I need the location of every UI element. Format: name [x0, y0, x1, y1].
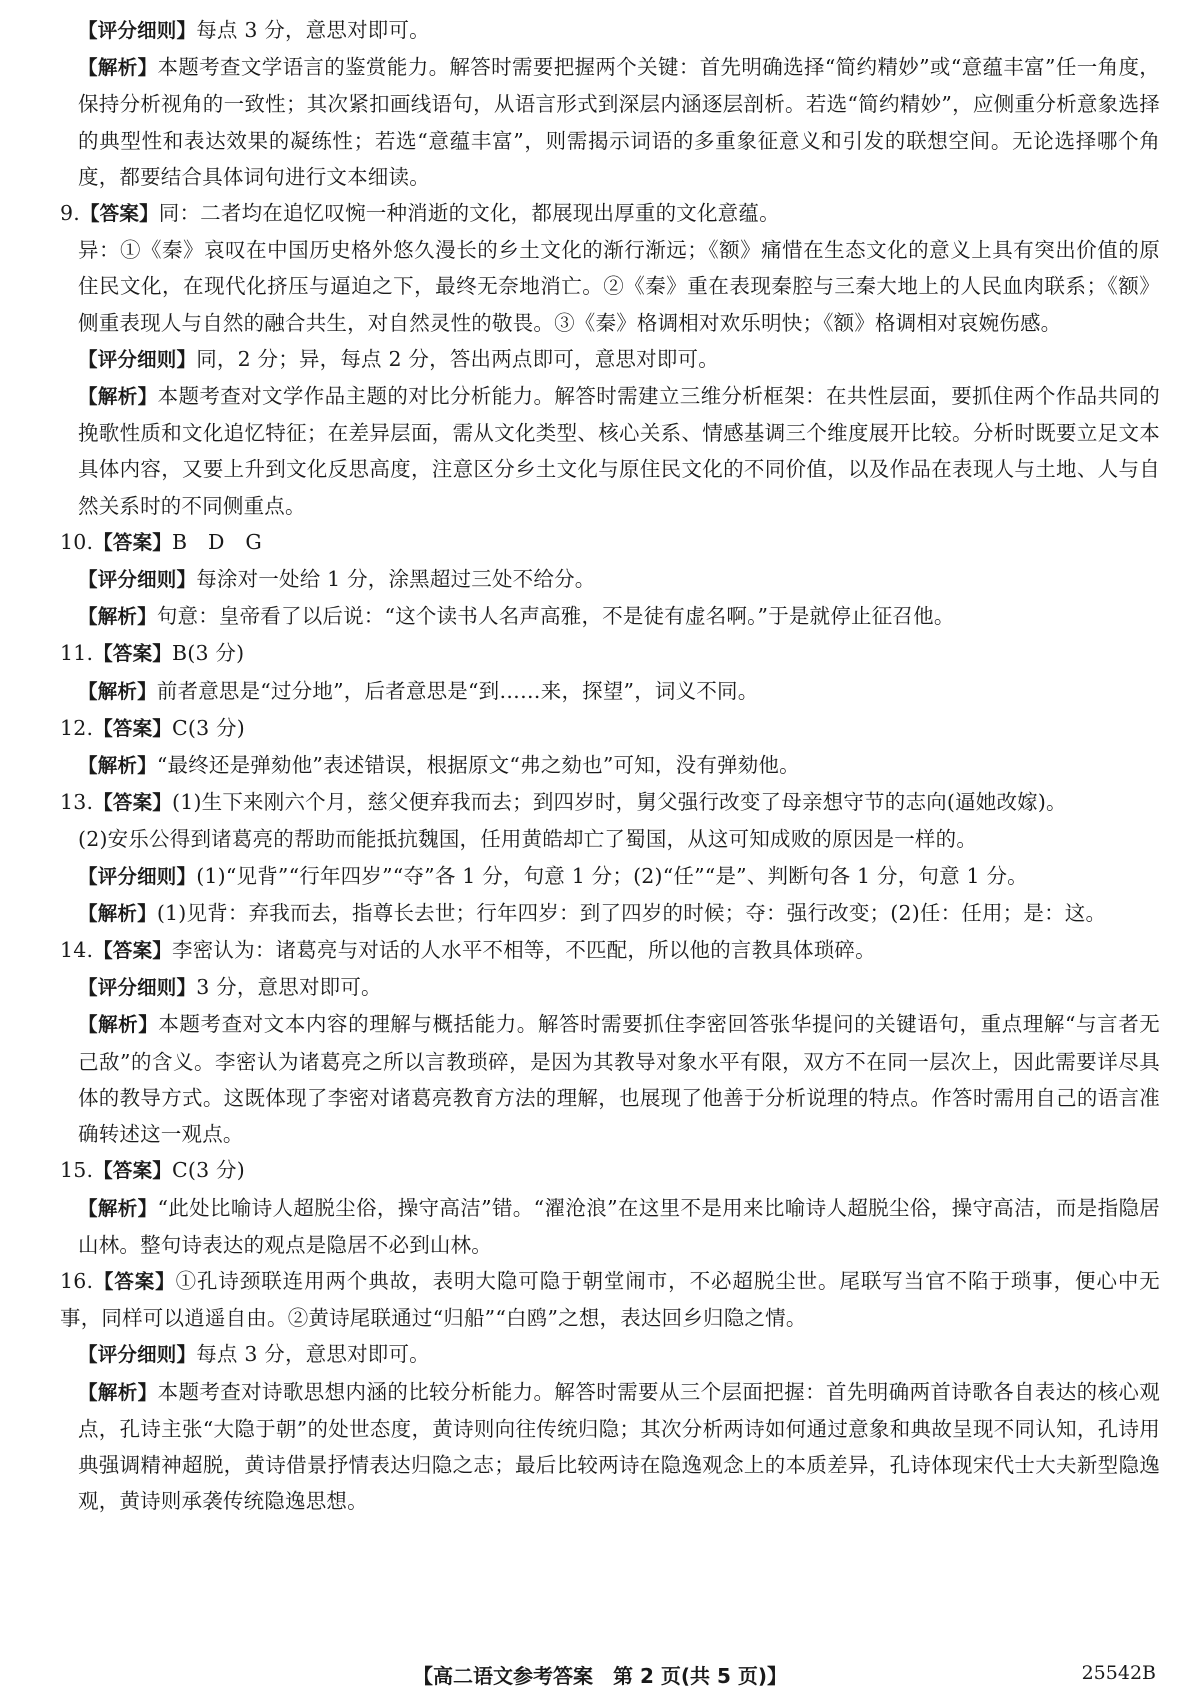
question-answer: [60, 784, 1160, 821]
question-number: 14.: [60, 938, 94, 963]
paragraph-text: C(3 分): [172, 715, 245, 740]
footer-paper-code: 25542B: [1081, 1662, 1156, 1684]
section-tag: 【解析】: [78, 385, 158, 409]
question-answer: [60, 710, 1160, 747]
footer-page-title: 【高二语文参考答案 第 2 页(共 5 页)】: [413, 1664, 787, 1688]
question-answer: [60, 1152, 1160, 1189]
answer-paragraph: [60, 747, 1160, 784]
answer-paragraph: [60, 341, 1160, 378]
section-tag: 【解析】: [78, 1196, 158, 1220]
paragraph-text: 本题考查对文本内容的理解与概括能力。解答时需要抓住李密回答张华提问的关键语句，重点理解“与言者无己敌”的含义。李密认为诸葛亮之所以言教琐碎，是因为其教导对象水平有限，双方不在同一层次上，因此需要详尽具体的教导方式。这既体现了李密对诸葛亮教育方法的理解，也展现了他善于分析说理的特点。作答时需用自己的语言准确转述这一观点。: [78, 1012, 1160, 1147]
section-tag: 【答案】: [93, 1269, 176, 1293]
answer-paragraph: [60, 12, 1160, 49]
answer-paragraph: [60, 1190, 1160, 1263]
paragraph-text: (2)安乐公得到诸葛亮的帮助而能抵抗魏国，任用黄皓却亡了蜀国，从这可知成败的原因是一样的。: [78, 827, 978, 852]
section-tag: 【答案】: [93, 939, 173, 963]
section-tag: 【解析】: [78, 901, 157, 925]
paragraph-text: “此处比喻诗人超脱尘俗，操守高洁”错。“濯沧浪”在这里不是用来比喻诗人超脱尘俗，操守高洁，而是指隐居山林。整句诗表达的观点是隐居不必到山林。: [78, 1195, 1160, 1257]
answer-paragraph: [60, 561, 1160, 598]
section-tag: 【答案】: [93, 642, 173, 666]
answer-paragraph: [60, 673, 1160, 710]
question-number: 12.: [60, 715, 94, 740]
paragraph-text: (1)“见背”“行年四岁”“夺”各 1 分，句意 1 分；(2)“任”“是”、判断句各 1 分，句意 1 分。: [196, 863, 1028, 888]
section-tag: 【答案】: [79, 202, 159, 226]
question-number: 15.: [60, 1158, 94, 1183]
section-tag: 【答案】: [93, 530, 173, 554]
paragraph-text: 前者意思是“过分地”，后者意思是“到……来，探望”，词义不同。: [156, 678, 759, 703]
section-tag: 【解析】: [78, 679, 157, 703]
section-tag: 【评分细则】: [78, 568, 197, 592]
section-tag: 【答案】: [93, 1159, 173, 1183]
section-tag: 【答案】: [93, 791, 173, 815]
answer-paragraph: [60, 969, 1160, 1006]
section-tag: 【评分细则】: [78, 19, 197, 42]
paragraph-text: 3 分，意思对即可。: [196, 975, 382, 1000]
paragraph-text: 句意：皇帝看了以后说：“这个读书人名声高雅，不是徒有虚名啊。”于是就停止征召他。: [156, 604, 955, 629]
section-tag: 【解析】: [78, 1013, 159, 1037]
question-answer: [60, 932, 1160, 969]
answer-paragraph: [60, 821, 1160, 857]
paragraph-text: B D G: [172, 529, 262, 554]
section-tag: 【解析】: [78, 56, 158, 80]
paragraph-text: 异：①《秦》哀叹在中国历史格外悠久漫长的乡土文化的渐行渐远；《额》痛惜在生态文化的意义上具有突出价值的原住民文化，在现代化挤压与逼迫之下，最终无奈地消亡。②《秦》重在表现秦腔与三秦大地上的人民血肉联系；《额》侧重表现人与自然的融合共生，对自然灵性的敬畏。③《秦》格调相对欢乐明快；《额》格调相对哀婉伤感。: [78, 238, 1160, 335]
section-tag: 【解析】: [78, 754, 157, 778]
paragraph-text: (1)见背：弃我而去，指尊长去世；行年四岁：到了四岁的时候；夺：强行改变；(2)任：任用；是：这。: [156, 900, 1107, 925]
paragraph-text: “最终还是弹劾他”表述错误，根据原文“弗之劾也”可知，没有弹劾他。: [156, 753, 800, 778]
question-number: 9.: [60, 201, 80, 226]
section-tag: 【解析】: [78, 1380, 158, 1404]
paragraph-text: 本题考查对文学作品主题的对比分析能力。解答时需建立三维分析框架：在共性层面，要抓住两个作品共同的挽歌性质和文化追忆特征；在差异层面，需从文化类型、核心关系、情感基调三个维度展开比较。分析时既要立足文本具体内容，又要上升到文化反思高度，注意区分乡土文化与原住民文化的不同价值，以及作品在表现人与土地、人与自然关系时的不同侧重点。: [78, 384, 1160, 518]
question-answer: [60, 195, 1160, 232]
paragraph-text: 同，2 分；异，每点 2 分，答出两点即可，意思对即可。: [196, 346, 719, 371]
answer-paragraph: [60, 49, 1160, 195]
section-tag: 【评分细则】: [78, 1343, 197, 1367]
answer-paragraph: [60, 1006, 1160, 1152]
section-tag: 【评分细则】: [78, 864, 197, 888]
answer-paragraph: [60, 858, 1160, 895]
answer-paragraph: [60, 1374, 1160, 1520]
question-answer: [60, 635, 1160, 672]
question-number: 11.: [60, 641, 94, 666]
section-tag: 【解析】: [78, 605, 157, 629]
answer-paragraph: [60, 1336, 1160, 1373]
question-number: 13.: [60, 790, 94, 815]
question-number: 16.: [60, 1268, 94, 1293]
section-tag: 【评分细则】: [78, 347, 197, 371]
paragraph-text: 本题考查对诗歌思想内涵的比较分析能力。解答时需要从三个层面把握：首先明确两首诗歌各自表达的核心观点，孔诗主张“大隐于朝”的处世态度，黄诗则向往传统归隐；其次分析两诗如何通过意象和典故呈现不同认知，孔诗用典强调精神超脱，黄诗借景抒情表达归隐之志；最后比较两诗在隐逸观念上的本质差异，孔诗体现宋代士大夫新型隐逸观，黄诗则承袭传统隐逸思想。: [78, 1379, 1160, 1514]
question-number: 10.: [60, 529, 94, 554]
answer-paragraph: [60, 895, 1160, 932]
paragraph-text: B(3 分): [172, 641, 245, 666]
paragraph-text: 本题考查文学语言的鉴赏能力。解答时需要把握两个关键：首先明确选择“简约精妙”或“意蕴丰富”任一角度，保持分析视角的一致性；其次紧扣画线语句，从语言形式到深层内涵逐层剖析。若选“简约精妙”，应侧重分析意象选择的典型性和表达效果的凝练性；若选“意蕴丰富”，则需揭示词语的多重象征意义和引发的联想空间。无论选择哪个角度，都要结合具体词句进行文本细读。: [78, 55, 1160, 189]
page-footer: [0, 1656, 1200, 1696]
answer-paragraph: [60, 598, 1160, 635]
answer-paragraph: [60, 232, 1160, 341]
answer-content: [60, 12, 1160, 1519]
question-answer: [60, 1263, 1160, 1336]
question-answer: [60, 524, 1160, 561]
paragraph-text: 每点 3 分，意思对即可。: [196, 18, 430, 42]
section-tag: 【答案】: [93, 716, 173, 740]
paragraph-text: 每涂对一处给 1 分，涂黑超过三处不给分。: [196, 567, 596, 592]
paragraph-text: C(3 分): [172, 1158, 245, 1183]
paragraph-text: (1)生下来刚六个月，慈父便弃我而去；到四岁时，舅父强行改变了母亲想守节的志向(逼她改嫁)。: [172, 790, 1067, 815]
paragraph-text: 同：二者均在追忆叹惋一种消逝的文化，都展现出厚重的文化意蕴。: [158, 201, 780, 226]
answer-paragraph: [60, 378, 1160, 524]
paragraph-text: 李密认为：诸葛亮与对话的人水平不相等，不匹配，所以他的言教具体琐碎。: [172, 938, 876, 963]
paragraph-text: 每点 3 分，意思对即可。: [196, 1342, 430, 1367]
section-tag: 【评分细则】: [78, 976, 197, 1000]
paragraph-text: ①孔诗颈联连用两个典故，表明大隐可隐于朝堂闹市，不必超脱尘世。尾联写当官不陷于琐事，便心中无事，同样可以逍遥自由。②黄诗尾联通过“归船”“白鸥”之想，表达回乡归隐之情。: [60, 1268, 1160, 1331]
